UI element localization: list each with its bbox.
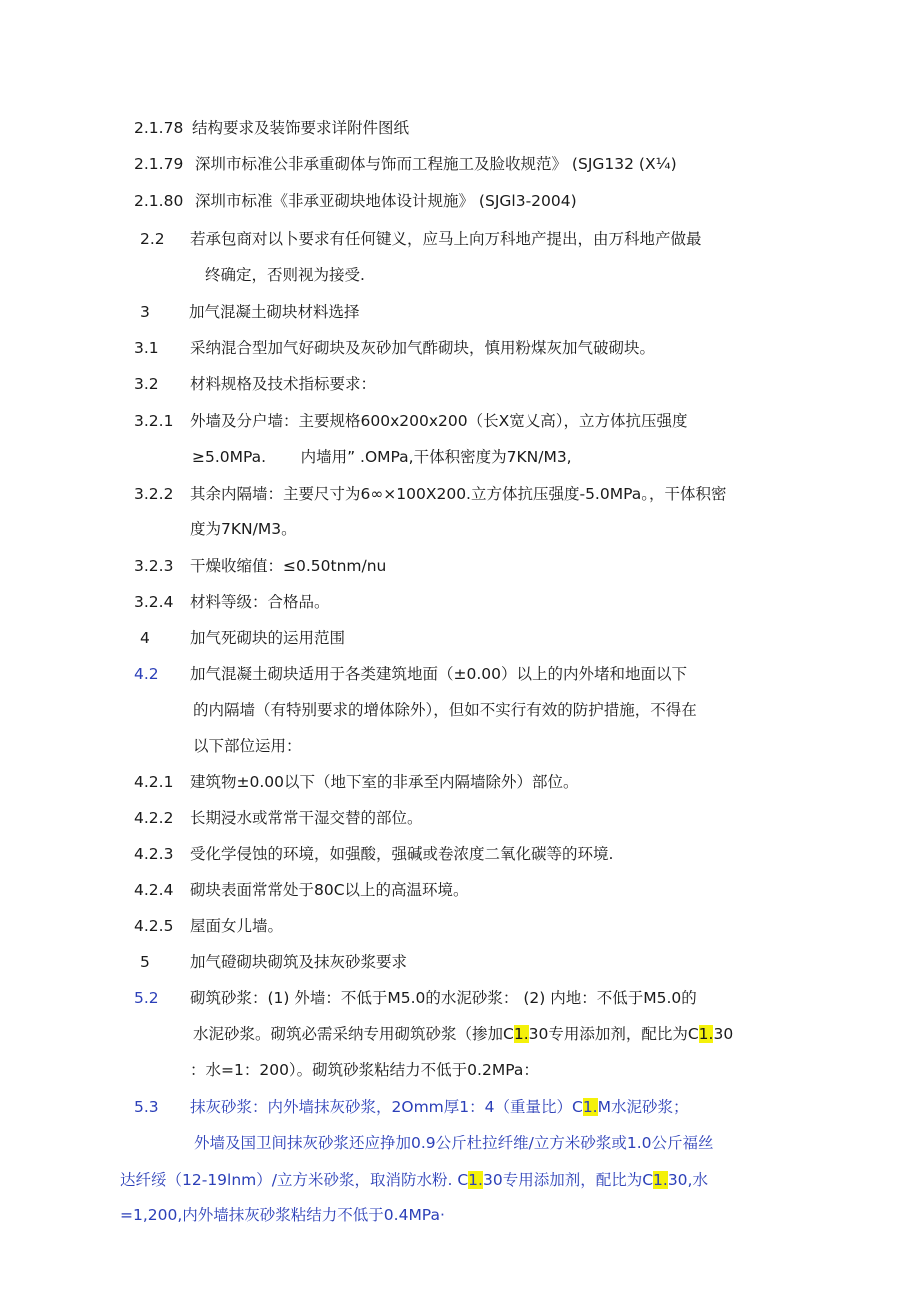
clause-number: 4 bbox=[140, 629, 150, 647]
clause-number: 2.1.79 bbox=[134, 155, 184, 173]
clause-number: 2.1.80 bbox=[134, 192, 184, 210]
clause-number: 3.2 bbox=[134, 375, 159, 393]
clause-text: 材料等级：合格品。 bbox=[190, 593, 330, 611]
text-segment: 30,水 bbox=[667, 1171, 708, 1189]
clause-text: =1,200,内外墙抹灰砂浆粘结力不低于0.4MPa· bbox=[120, 1206, 445, 1224]
clause-text: 受化学侵蚀的环境，如强酸，强碱或卷浓度二氧化碳等的环境. bbox=[190, 845, 614, 863]
clause-number: 2.2 bbox=[140, 230, 165, 248]
clause-text: 采纳混合型加气好砌块及灰砂加气酢砌块，慎用粉煤灰加气破砌块。 bbox=[190, 339, 656, 357]
clause-text: 若承包商对以卜要求有任何键义，应马上向万科地产提出，由万科地产做最 bbox=[190, 230, 702, 248]
clause-number: 3.2.3 bbox=[134, 557, 174, 575]
highlight-mark: 1. bbox=[653, 1171, 668, 1189]
clause-text bbox=[120, 1170, 708, 1190]
text-segment: 30专用添加剂，配比为C bbox=[528, 1025, 699, 1043]
text-segment: 达纤绥（12-19lnm）/立方米砂浆，取消防水粉. C bbox=[120, 1171, 469, 1189]
clause-text: 长期浸水或常常干湿交替的部位。 bbox=[190, 809, 423, 827]
clause-text bbox=[193, 1024, 733, 1044]
clause-number: 4.2.1 bbox=[134, 773, 174, 791]
text-segment: 30 bbox=[713, 1025, 734, 1043]
clause-number: 3.2.1 bbox=[134, 412, 174, 430]
clause-text: 终确定，否则视为接受. bbox=[205, 266, 365, 284]
clause-number: 4.2.2 bbox=[134, 809, 174, 827]
highlight-mark: 1. bbox=[582, 1098, 598, 1116]
clause-text: 干燥收缩值：≤0.50tnm∕nu bbox=[190, 557, 387, 575]
clause-number: 4.2 bbox=[134, 665, 159, 683]
text-segment: 水泥砂浆。砌筑必需采纳专用砌筑砂浆（掺加C bbox=[193, 1025, 514, 1043]
clause-text: 材料规格及技术指标要求： bbox=[190, 375, 377, 393]
text-segment: M水泥砂浆； bbox=[597, 1098, 689, 1116]
clause-number: 4.2.5 bbox=[134, 917, 174, 935]
clause-text: 度为7KN/M3。 bbox=[190, 520, 297, 538]
clause-text: 加气混凝土砌块适用于各类建筑地面（±0.00）以上的内外堵和地面以下 bbox=[190, 665, 688, 683]
clause-text bbox=[190, 1097, 688, 1117]
clause-text: 其余内隔墙：主要尺寸为6∞×100X200.立方体抗压强度-5.0MPa。，干体积密 bbox=[190, 485, 727, 503]
clause-text: ：水=1：200）。砌筑砂浆粘结力不低于0.2MPa： bbox=[190, 1061, 539, 1079]
clause-number: 3.2.2 bbox=[134, 485, 174, 503]
section-heading: 加气混凝土砌块材料选择 bbox=[189, 303, 360, 321]
highlight-mark: 1. bbox=[698, 1025, 714, 1043]
section-heading: 加气死砌块的运用范围 bbox=[190, 629, 346, 647]
clause-text: 深圳市标准公非承重砌体与饰而工程施工及脸收规范》 (SJG132 (X¼) bbox=[195, 155, 677, 173]
clause-text: ≥5.0MPa. 内墙用” .OMPa,干体积密度为7KN/M3, bbox=[192, 448, 572, 466]
clause-text: 砌筑砂浆：(1) 外墙：不低于M5.0的水泥砂浆： (2) 内地：不低于M5.0的 bbox=[190, 989, 697, 1007]
highlight-mark: 1. bbox=[468, 1171, 483, 1189]
clause-number: 5 bbox=[140, 953, 150, 971]
clause-text: 结构要求及装饰要求详附件图纸 bbox=[192, 119, 410, 137]
clause-text: 深圳市标准《非承亚砌块地体设计规施》 (SJGl3-2004) bbox=[195, 192, 577, 210]
section-heading: 加气磴砌块砌筑及抹灰砂浆要求 bbox=[190, 953, 408, 971]
highlight-mark: 1. bbox=[513, 1025, 529, 1043]
clause-text: 以下部位运用： bbox=[193, 737, 302, 755]
clause-text: 的内隔墙（有特别要求的增体除外），但如不实行有效的防护措施，不得在 bbox=[193, 701, 697, 719]
clause-number: 4.2.3 bbox=[134, 845, 174, 863]
clause-number: 4.2.4 bbox=[134, 881, 174, 899]
text-segment: 30专用添加剂，配比为C bbox=[482, 1171, 654, 1189]
clause-number: 3.1 bbox=[134, 339, 159, 357]
clause-number: 2.1.78 bbox=[134, 119, 184, 137]
clause-text: 建筑物±0.00以下（地下室的非承至内隔墙除外）部位。 bbox=[190, 773, 579, 791]
clause-text: 砌块表面常常处于80C以上的高温环境。 bbox=[190, 881, 469, 899]
clause-number: 3 bbox=[140, 303, 150, 321]
clause-number: 3.2.4 bbox=[134, 593, 174, 611]
clause-text: 屋面女儿墙。 bbox=[190, 917, 284, 935]
clause-text: 外墙及国卫间抹灰砂浆还应挣加0.9公斤杜拉纤维/立方米砂浆或1.0公斤福丝 bbox=[194, 1134, 714, 1152]
clause-number: 5.3 bbox=[134, 1098, 159, 1116]
clause-number: 5.2 bbox=[134, 989, 159, 1007]
clause-text: 外墙及分户墙：主要规格600x200x200（长X宽乂高），立方体抗压强度 bbox=[190, 412, 688, 430]
text-segment: 抹灰砂浆：内外墙抹灰砂浆，2Omm厚1：4（重量比）C bbox=[190, 1098, 583, 1116]
